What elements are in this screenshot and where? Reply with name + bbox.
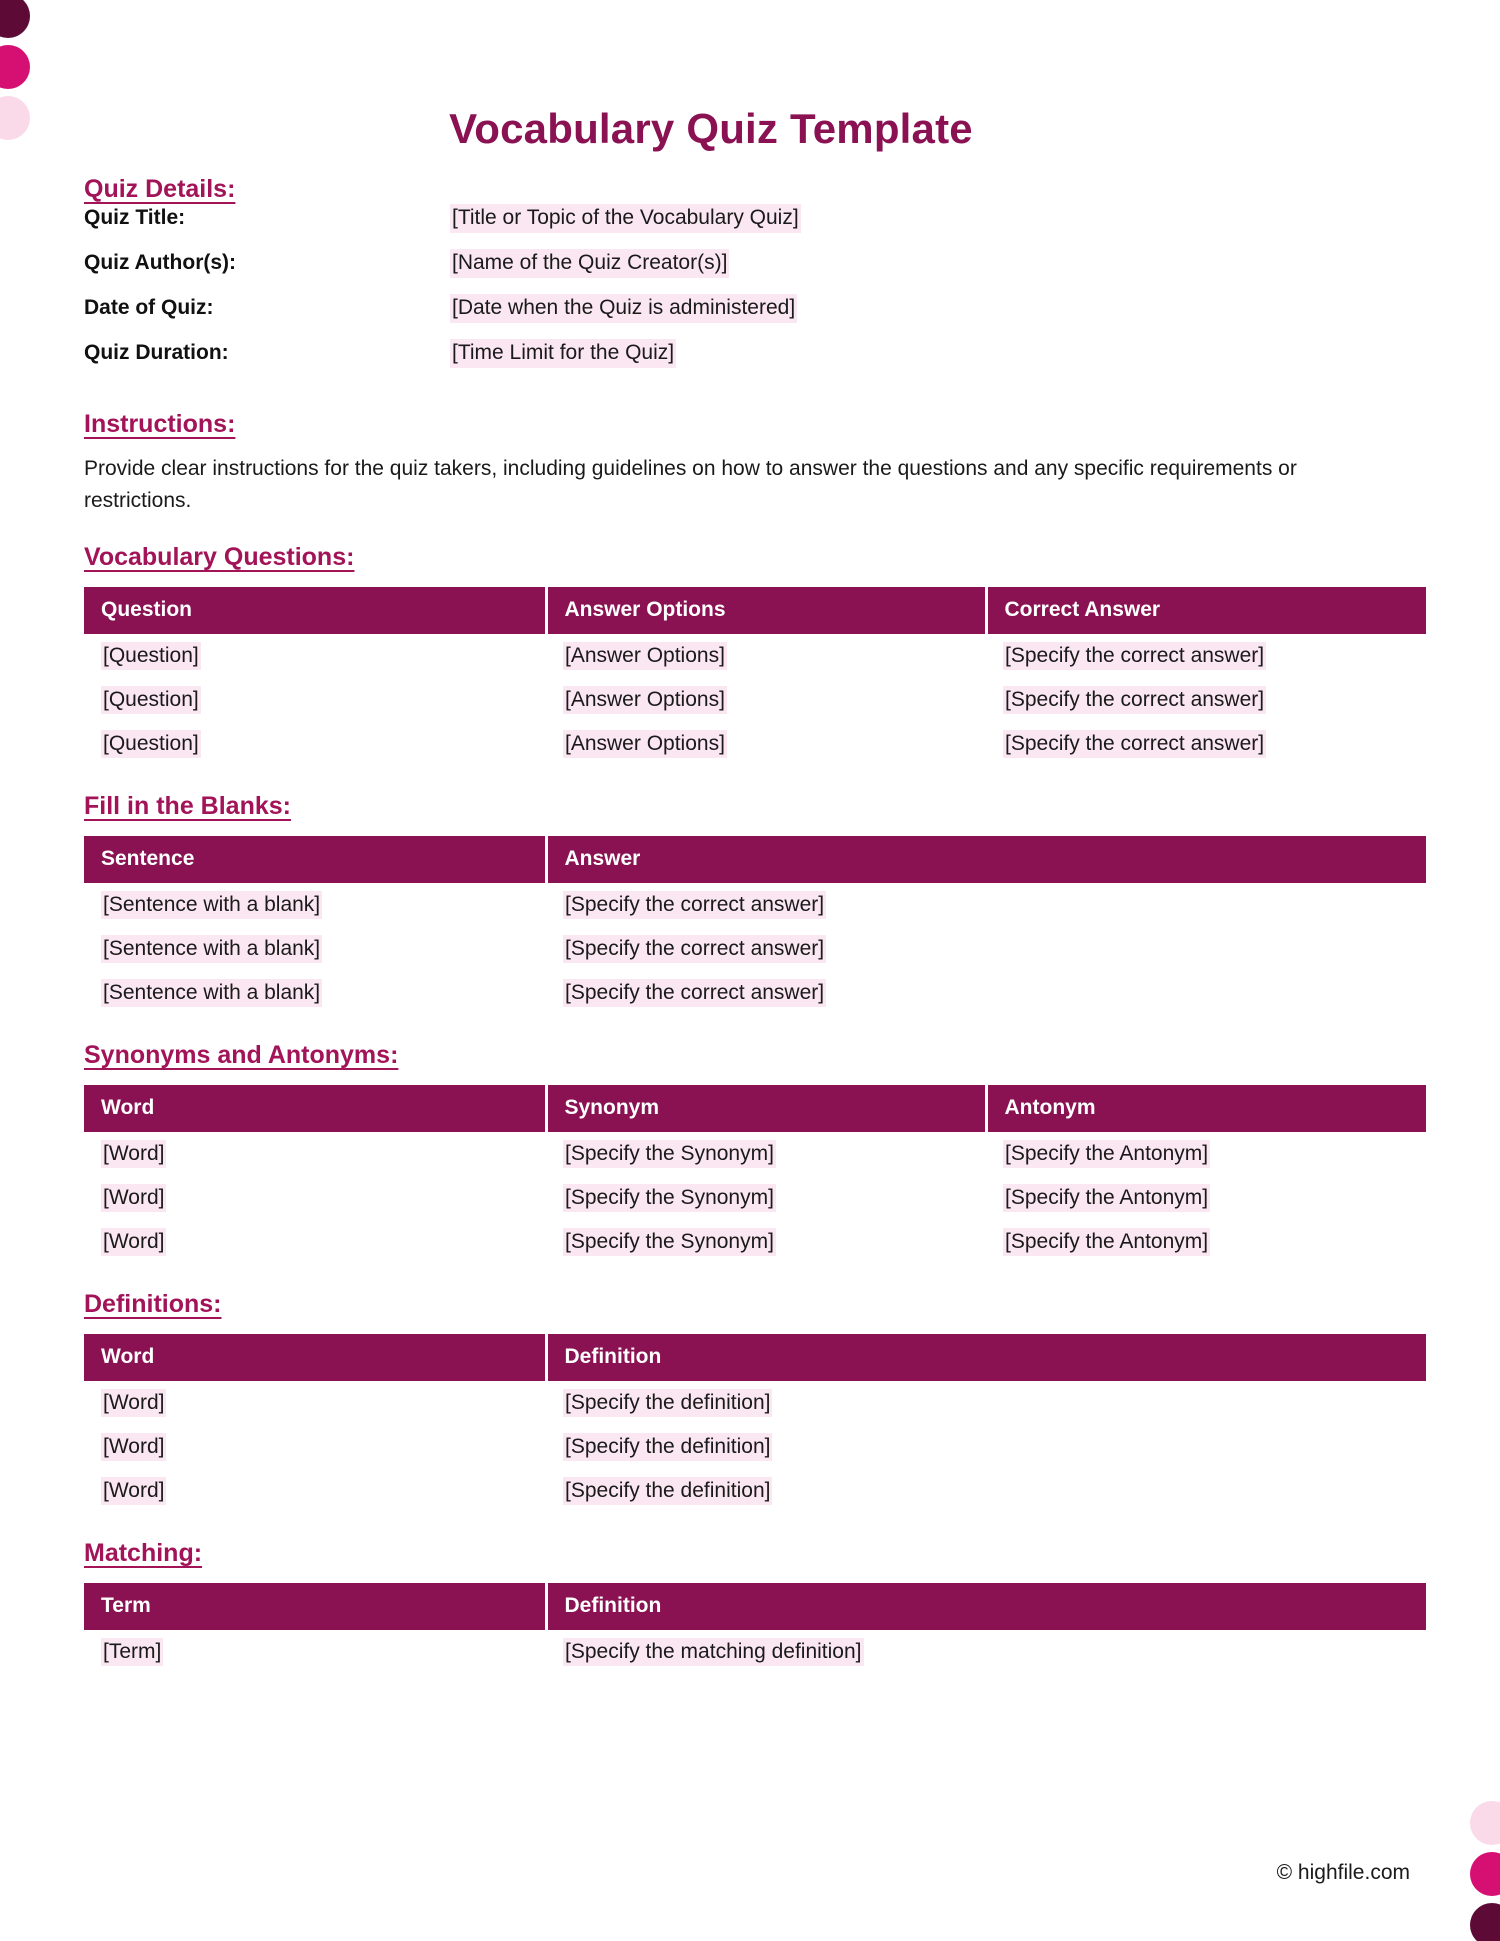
cell-text: [Word] xyxy=(101,1184,166,1212)
vocabulary-questions-heading: Vocabulary Questions: xyxy=(84,542,355,571)
table-row xyxy=(84,1425,1426,1469)
table-row xyxy=(84,1176,1426,1220)
footer-copyright: © highfile.com xyxy=(1276,1861,1410,1884)
cell-text: [Word] xyxy=(101,1389,166,1417)
cell-antonym[interactable] xyxy=(986,1132,1426,1176)
cell-text: [Specify the Antonym] xyxy=(1003,1184,1210,1212)
decor-circle-light-top-left xyxy=(0,96,30,140)
cell-definition[interactable] xyxy=(546,1425,1426,1469)
cell-text: [Specify the Antonym] xyxy=(1003,1228,1210,1256)
detail-row xyxy=(84,204,1426,249)
cell-text: [Word] xyxy=(101,1477,166,1505)
quiz-details-heading: Quiz Details: xyxy=(84,175,236,203)
date-of-quiz-value[interactable]: [Date when the Quiz is administered] xyxy=(450,294,797,323)
decor-circle-dark-top-left xyxy=(0,0,30,38)
cell-text: [Specify the correct answer] xyxy=(1003,686,1266,714)
column-header-term: Term xyxy=(84,1583,546,1630)
column-header-sentence: Sentence xyxy=(84,836,546,883)
date-of-quiz-label: Date of Quiz: xyxy=(84,296,214,319)
column-header-question: Question xyxy=(84,587,546,634)
cell-answer-options[interactable] xyxy=(546,722,986,766)
cell-answer[interactable] xyxy=(546,927,1426,971)
detail-row xyxy=(84,294,1426,339)
vocabulary-questions-table xyxy=(84,587,1426,766)
cell-text: [Specify the correct answer] xyxy=(563,891,826,919)
column-header-antonym: Antonym xyxy=(986,1085,1426,1132)
cell-text: [Question] xyxy=(101,686,201,714)
quiz-duration-label: Quiz Duration: xyxy=(84,341,229,364)
table-header-row xyxy=(84,1583,1426,1630)
quiz-details-section xyxy=(84,175,1426,384)
cell-text: [Specify the correct answer] xyxy=(563,979,826,1007)
cell-question[interactable] xyxy=(84,678,546,722)
cell-word[interactable] xyxy=(84,1381,546,1425)
synonyms-antonyms-table xyxy=(84,1085,1426,1264)
cell-text: [Specify the Synonym] xyxy=(563,1228,776,1256)
instructions-body: Provide clear instructions for the quiz takers, including guidelines on how to answer the questions and any specific requirements or restrictions. xyxy=(84,457,1297,512)
quiz-duration-value[interactable]: [Time Limit for the Quiz] xyxy=(450,339,676,368)
column-header-word: Word xyxy=(84,1085,546,1132)
cell-answer-options[interactable] xyxy=(546,634,986,678)
instructions-section xyxy=(84,410,1426,517)
quiz-authors-value[interactable]: [Name of the Quiz Creator(s)] xyxy=(450,249,729,278)
matching-table xyxy=(84,1583,1426,1674)
quiz-title-label: Quiz Title: xyxy=(84,206,186,229)
cell-word[interactable] xyxy=(84,1176,546,1220)
column-header-answer-options: Answer Options xyxy=(546,587,986,634)
cell-word[interactable] xyxy=(84,1132,546,1176)
cell-question[interactable] xyxy=(84,722,546,766)
cell-correct-answer[interactable] xyxy=(986,634,1426,678)
table-row xyxy=(84,883,1426,927)
cell-definition[interactable] xyxy=(546,1381,1426,1425)
cell-text: [Word] xyxy=(101,1140,166,1168)
table-row xyxy=(84,722,1426,766)
cell-text: [Question] xyxy=(101,730,201,758)
detail-row xyxy=(84,249,1426,294)
cell-question[interactable] xyxy=(84,634,546,678)
definitions-heading: Definitions: xyxy=(84,1289,222,1318)
cell-answer[interactable] xyxy=(546,971,1426,1015)
detail-row xyxy=(84,339,1426,384)
synonyms-antonyms-section xyxy=(84,1041,1426,1264)
cell-synonym[interactable] xyxy=(546,1176,986,1220)
column-header-definition: Definition xyxy=(546,1583,1426,1630)
column-header-word: Word xyxy=(84,1334,546,1381)
cell-text: [Answer Options] xyxy=(563,686,727,714)
cell-definition[interactable] xyxy=(546,1630,1426,1674)
cell-text: [Sentence with a blank] xyxy=(101,979,322,1007)
document-content xyxy=(84,0,1426,1674)
cell-term[interactable] xyxy=(84,1630,546,1674)
cell-text: [Specify the Antonym] xyxy=(1003,1140,1210,1168)
table-row xyxy=(84,1132,1426,1176)
table-row xyxy=(84,634,1426,678)
table-row xyxy=(84,1630,1426,1674)
fill-in-the-blanks-section xyxy=(84,792,1426,1015)
table-row xyxy=(84,1220,1426,1264)
table-row xyxy=(84,1381,1426,1425)
cell-text: [Word] xyxy=(101,1433,166,1461)
table-header-row xyxy=(84,587,1426,634)
column-header-synonym: Synonym xyxy=(546,1085,986,1132)
cell-synonym[interactable] xyxy=(546,1132,986,1176)
cell-correct-answer[interactable] xyxy=(986,678,1426,722)
vocabulary-questions-section xyxy=(84,543,1426,766)
table-header-row xyxy=(84,836,1426,883)
cell-synonym[interactable] xyxy=(546,1220,986,1264)
matching-section xyxy=(84,1539,1426,1674)
cell-antonym[interactable] xyxy=(986,1220,1426,1264)
cell-word[interactable] xyxy=(84,1425,546,1469)
table-header-row xyxy=(84,1085,1426,1132)
cell-answer-options[interactable] xyxy=(546,678,986,722)
cell-text: [Specify the Synonym] xyxy=(563,1140,776,1168)
synonyms-antonyms-heading: Synonyms and Antonyms: xyxy=(84,1040,399,1069)
definitions-section xyxy=(84,1290,1426,1513)
fill-in-the-blanks-heading: Fill in the Blanks: xyxy=(84,791,291,820)
cell-text: [Answer Options] xyxy=(563,642,727,670)
cell-text: [Answer Options] xyxy=(563,730,727,758)
cell-definition[interactable] xyxy=(546,1469,1426,1513)
table-row xyxy=(84,678,1426,722)
cell-answer[interactable] xyxy=(546,883,1426,927)
cell-correct-answer[interactable] xyxy=(986,722,1426,766)
cell-text: [Specify the correct answer] xyxy=(1003,642,1266,670)
cell-text: [Specify the correct answer] xyxy=(563,935,826,963)
definitions-table xyxy=(84,1334,1426,1513)
cell-text: [Word] xyxy=(101,1228,166,1256)
cell-text: [Sentence with a blank] xyxy=(101,891,322,919)
cell-text: [Specify the definition] xyxy=(563,1389,772,1417)
matching-heading: Matching: xyxy=(84,1538,203,1567)
table-row xyxy=(84,927,1426,971)
fill-in-the-blanks-table xyxy=(84,836,1426,1015)
cell-sentence[interactable] xyxy=(84,883,546,927)
quiz-title-value[interactable]: [Title or Topic of the Vocabulary Quiz] xyxy=(450,204,801,233)
instructions-heading: Instructions: xyxy=(84,410,236,438)
quiz-authors-label: Quiz Author(s): xyxy=(84,251,237,274)
cell-sentence[interactable] xyxy=(84,927,546,971)
column-header-definition: Definition xyxy=(546,1334,1426,1381)
cell-sentence[interactable] xyxy=(84,971,546,1015)
table-header-row xyxy=(84,1334,1426,1381)
table-row xyxy=(84,971,1426,1015)
decor-circle-magenta-top-left xyxy=(0,45,30,89)
cell-text: [Specify the correct answer] xyxy=(1003,730,1266,758)
cell-word[interactable] xyxy=(84,1220,546,1264)
decor-circle-dark-bottom-right xyxy=(1470,1903,1500,1941)
cell-text: [Question] xyxy=(101,642,201,670)
page-title: Vocabulary Quiz Template xyxy=(449,105,973,152)
cell-antonym[interactable] xyxy=(986,1176,1426,1220)
table-row xyxy=(84,1469,1426,1513)
cell-word[interactable] xyxy=(84,1469,546,1513)
cell-text: [Specify the matching definition] xyxy=(563,1638,864,1666)
cell-text: [Term] xyxy=(101,1638,163,1666)
cell-text: [Specify the Synonym] xyxy=(563,1184,776,1212)
cell-text: [Specify the definition] xyxy=(563,1477,772,1505)
column-header-answer: Answer xyxy=(546,836,1426,883)
cell-text: [Sentence with a blank] xyxy=(101,935,322,963)
decor-circle-light-bottom-right xyxy=(1470,1801,1500,1845)
decor-circle-magenta-bottom-right xyxy=(1470,1852,1500,1896)
column-header-correct-answer: Correct Answer xyxy=(986,587,1426,634)
cell-text: [Specify the definition] xyxy=(563,1433,772,1461)
